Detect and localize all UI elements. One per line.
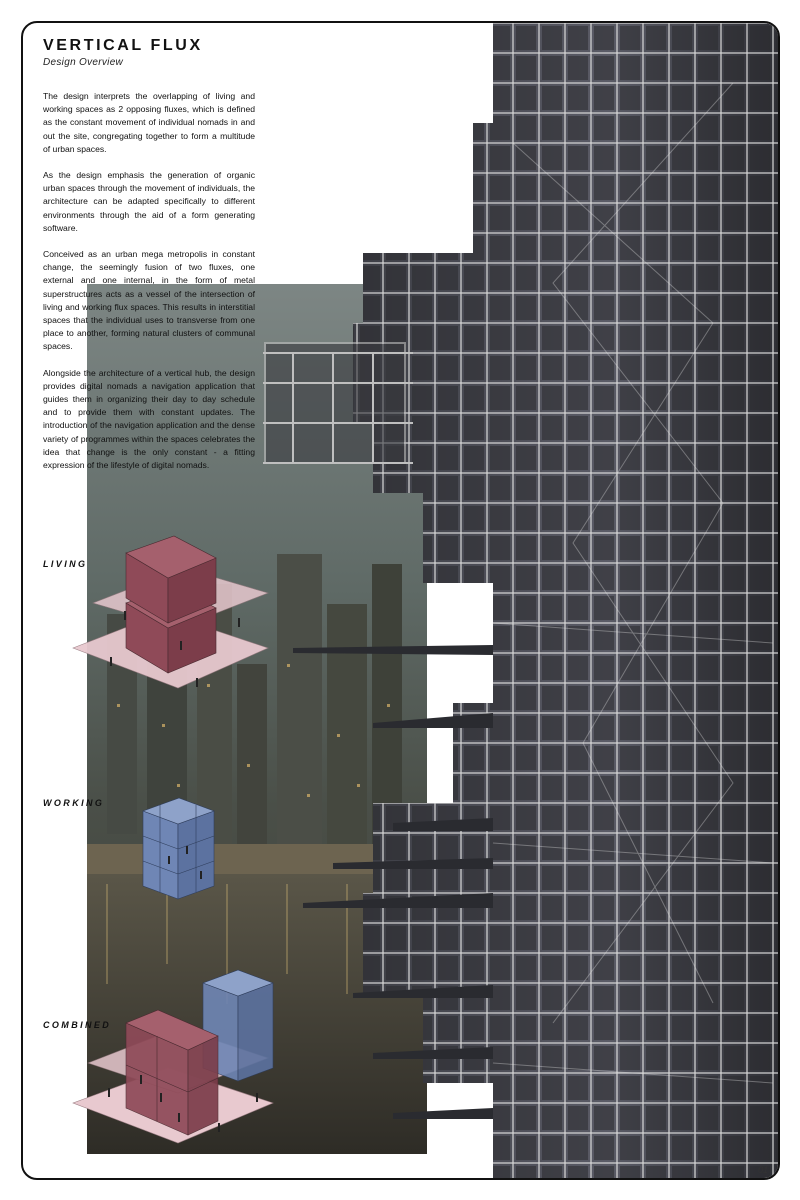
design-overview-text <box>43 90 255 485</box>
working-diagram <box>138 791 218 901</box>
paragraph: The design interprets the overlapping of living and working spaces as 2 opposing fluxes, which is defined as the constant movement of individual nomads in and out the site, congregating together to form a multitude of urban spaces. <box>43 91 255 154</box>
poster-frame <box>21 21 780 1180</box>
paragraph: Conceived as an urban mega metropolis in constant change, the seemingly fusion of two fluxes, one external and one internal, in the form of metal superstructures acts as a vessel of the intersection of living and working flux spaces. This results in interstitial spaces that the individual uses to transverse from one place to another, forming natural clusters of communal spaces. <box>43 249 255 352</box>
paragraph: As the design emphasis the generation of organic urban spaces through the movement of individuals, the architecture can be adapted specifically to different environments through the aid of a form generating software. <box>43 170 255 233</box>
combined-label: COMBINED <box>43 1020 112 1030</box>
combined-diagram <box>68 963 283 1163</box>
vertical-flux-tower-render <box>253 23 778 1178</box>
living-diagram <box>68 518 278 703</box>
page-number: 01 <box>757 1165 768 1175</box>
living-label: LIVING <box>43 559 88 569</box>
working-label: WORKING <box>43 798 105 808</box>
page-title: VERTICAL FLUX <box>43 37 203 54</box>
page-subtitle: Design Overview <box>43 57 124 68</box>
paragraph: Alongside the architecture of a vertical hub, the design provides digital nomads a navigation application that guides them in organizing their day to day schedule and to provide them with constant updates. The introduction of the navigation application and the dense variety of programmes within the spaces celebrates the idea that change is the only constant - a fitting expression of the lifestyle of digital nomads. <box>43 367 255 471</box>
